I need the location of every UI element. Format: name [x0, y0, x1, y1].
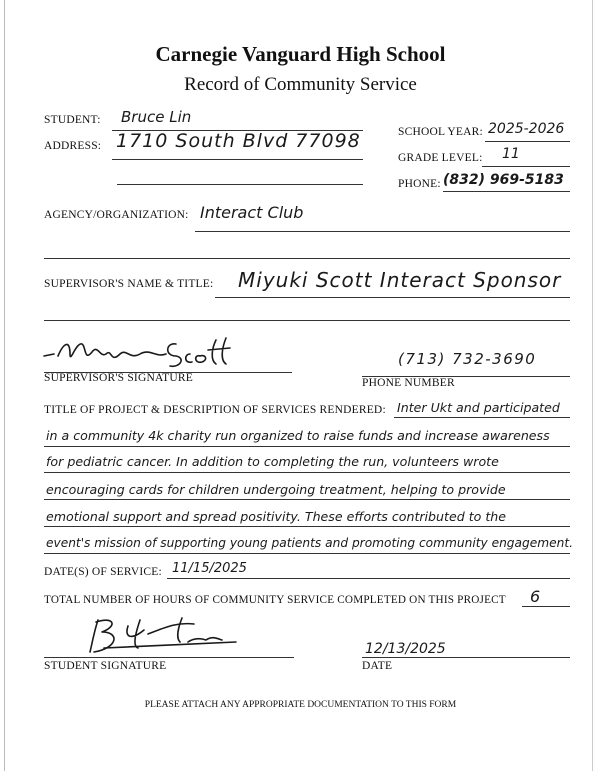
student-label: STUDENT: [44, 114, 101, 126]
supervisor-signature-label: SUPERVISOR'S SIGNATURE [44, 372, 194, 384]
footer-note: PLEASE ATTACH ANY APPROPRIATE DOCUMENTATION TO THIS FORM [144, 700, 457, 710]
school-name: Carnegie Vanguard High School [155, 42, 446, 66]
project-label: TITLE OF PROJECT & DESCRIPTION OF SERVICES RENDERED: [44, 404, 386, 416]
form-title: Record of Community Service [184, 74, 417, 95]
agency-field[interactable]: Interact Club [200, 203, 304, 222]
supervisor-label: SUPERVISOR'S NAME & TITLE: [44, 278, 214, 290]
hours-underline [522, 606, 570, 607]
supervisor-underline [215, 297, 570, 298]
hours-field[interactable]: 6 [530, 587, 541, 606]
phone-label: PHONE: [398, 178, 441, 190]
grade-level-field[interactable]: 11 [502, 146, 520, 162]
project-underline-4 [44, 526, 570, 527]
date-field[interactable]: 12/13/2025 [365, 641, 446, 657]
school-year-label: SCHOOL YEAR: [398, 126, 483, 138]
supervisor-phone-label: PHONE NUMBER [362, 377, 455, 389]
project-line-5[interactable]: event's mission of supporting young patients and promoting community engagement. [46, 536, 573, 550]
project-first-line[interactable]: Inter Ukt and participated [397, 400, 560, 415]
grade-level-label: GRADE LEVEL: [398, 152, 483, 164]
page-edge-left [4, 0, 5, 771]
date-label: DATE [362, 660, 393, 672]
date-underline [362, 657, 570, 658]
project-line-3[interactable]: encouraging cards for children undergoing treatment, helping to provide [46, 482, 506, 497]
project-line-2[interactable]: for pediatric cancer. In addition to completing the run, volunteers wrote [46, 454, 499, 469]
project-underline-2 [44, 472, 570, 473]
service-dates-label: DATE(S) OF SERVICE: [44, 566, 162, 578]
agency-label: AGENCY/ORGANIZATION: [44, 209, 189, 221]
project-line-4[interactable]: emotional support and spread positivity. These efforts contributed to the [46, 509, 507, 524]
student-signature-label: STUDENT SIGNATURE [44, 660, 167, 672]
agency-underline [195, 231, 570, 232]
supervisor-phone-field[interactable]: (713) 732-3690 [398, 350, 537, 368]
service-dates-underline [167, 578, 570, 579]
school-year-field[interactable]: 2025-2026 [488, 121, 565, 137]
project-underline-5 [44, 553, 570, 554]
address-label: ADDRESS: [44, 140, 102, 152]
address-underline-1 [112, 159, 363, 160]
project-underline-0 [394, 417, 570, 418]
phone-field[interactable]: (832) 969-5183 [443, 172, 564, 188]
address-underline-2 [117, 184, 363, 185]
phone-underline [443, 191, 570, 192]
address-line1-field[interactable]: 1710 South Blvd 77098 [116, 130, 361, 152]
hours-label: TOTAL NUMBER OF HOURS OF COMMUNITY SERVICE COMPLETED ON THIS PROJECT [44, 594, 506, 606]
grade-level-underline [482, 166, 570, 167]
student-name-field[interactable]: Bruce Lin [121, 108, 192, 126]
project-underline-3 [44, 499, 570, 500]
school-year-underline [485, 141, 570, 142]
page-edge-right [592, 0, 593, 771]
project-line-1[interactable]: in a community 4k charity run organized to raise funds and increase awareness [46, 428, 550, 443]
student-signature-underline [44, 657, 294, 658]
project-underline-1 [44, 446, 570, 447]
agency-underline-2 [44, 258, 570, 259]
service-dates-field[interactable]: 11/15/2025 [172, 561, 247, 576]
supervisor-name-field[interactable]: Miyuki Scott Interact Sponsor [238, 268, 562, 292]
supervisor-underline-2 [44, 320, 570, 321]
